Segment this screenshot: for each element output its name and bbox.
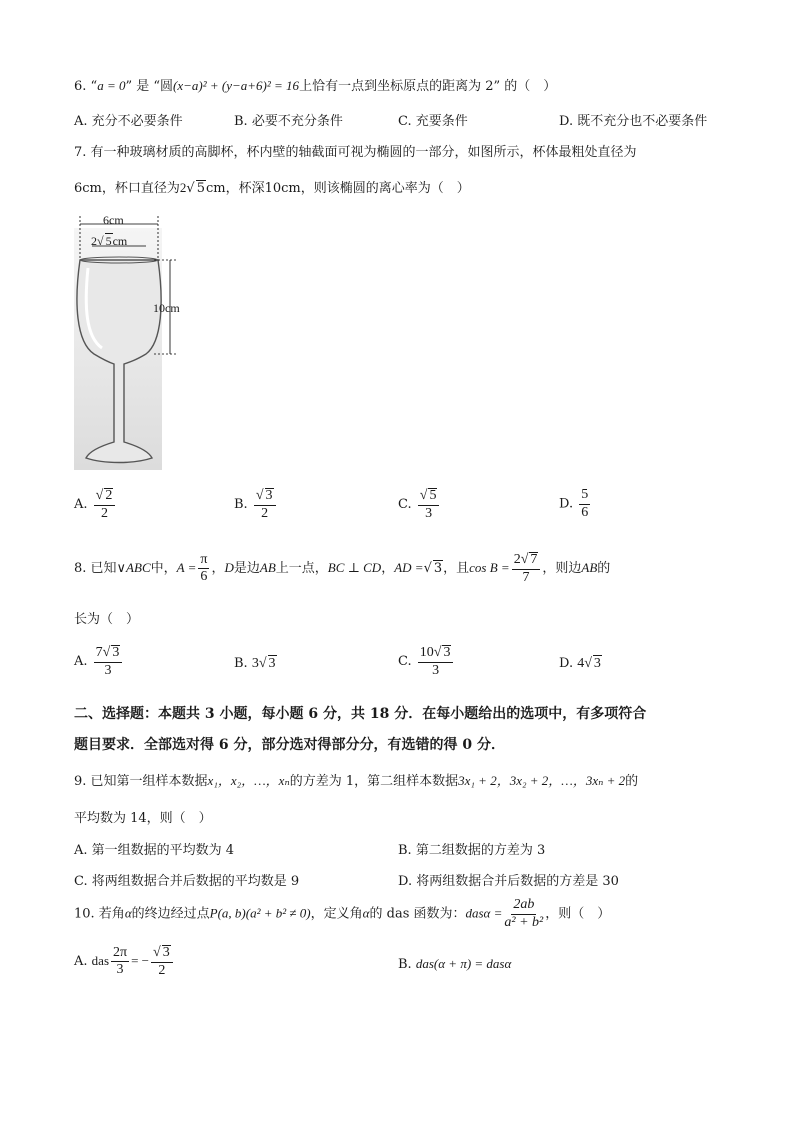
q8-text: 的 xyxy=(597,561,611,577)
frac-numerator-coef: 10 xyxy=(419,645,434,660)
q6-text-a: “ xyxy=(90,79,98,94)
option-text: 将两组数据合并后数据的平均数是 9 xyxy=(91,874,300,889)
q7-option-c[interactable] xyxy=(398,488,441,521)
frac-denominator: 2 xyxy=(158,962,166,978)
fig-label-width: 6cm xyxy=(103,213,124,227)
q7-option-d[interactable] xyxy=(559,488,592,520)
sqrt-symbol: √ xyxy=(186,181,195,196)
q10-text: 的 das 函数为： xyxy=(369,906,466,922)
q9-option-a[interactable] xyxy=(74,839,234,858)
coef: 4 xyxy=(577,656,585,671)
option-fraction xyxy=(579,488,590,520)
q7-option-b[interactable] xyxy=(234,488,278,521)
q8-pi-over-6 xyxy=(198,553,209,585)
option-text: 充要条件 xyxy=(415,114,468,129)
q9-option-b[interactable] xyxy=(398,839,545,858)
option-text: 充分不必要条件 xyxy=(91,114,183,129)
fig-mouth-unit: cm xyxy=(112,234,128,248)
q7-option-a[interactable] xyxy=(74,488,117,521)
q7-stem-line2 xyxy=(74,177,470,196)
q8-text: ，则边 xyxy=(542,561,582,577)
frac-numerator-radicand: 3 xyxy=(443,645,451,660)
frac-numerator-radicand: 3 xyxy=(162,945,170,960)
frac-numerator: 2 xyxy=(105,488,113,503)
option-fraction: $\frac{√ 5}{3}$ xyxy=(418,488,440,521)
q9-stem-line2: 平均数为 14，则（ ） xyxy=(74,811,212,826)
frac-numerator: π xyxy=(198,553,209,570)
option-label: C. xyxy=(398,497,412,513)
wine-glass-drawing xyxy=(74,212,204,472)
frac-denominator: 3 xyxy=(432,662,440,678)
q9-second-sample: 3x₁ + 2，3x₂ + 2，…，3xₙ + 2 xyxy=(458,773,626,788)
q10-das-fraction xyxy=(504,898,543,930)
option-label: B. xyxy=(234,656,248,671)
option-text: 将两组数据合并后数据的方差是 30 xyxy=(416,874,619,889)
q8-cos-value: $\frac{2√ 7}{7}$ xyxy=(512,552,541,585)
fig-label-mouth xyxy=(91,233,127,249)
option-text: 必要不充分条件 xyxy=(251,114,343,129)
radicand: 3 xyxy=(593,656,601,671)
frac-denominator: 6 xyxy=(200,569,208,585)
option-value: 3√ 3 xyxy=(251,656,276,671)
q6-number: 6. xyxy=(74,79,87,94)
q10-stem xyxy=(74,898,610,930)
coef: 3 xyxy=(251,656,259,671)
equals-minus: = − xyxy=(131,953,150,969)
frac-denominator: a² + b² xyxy=(504,914,544,930)
q10-alpha: α xyxy=(362,905,370,921)
q7-coef: 2 xyxy=(179,180,187,195)
option-label: B. xyxy=(398,957,412,972)
option-label: A. xyxy=(74,654,88,670)
q6-circle-equation: (x−a)² + (y−a+6)² = 16 xyxy=(173,78,300,93)
q8-option-a[interactable] xyxy=(74,645,124,678)
q8-perp: BC ⊥ CD xyxy=(327,560,382,576)
q9-stem-line1 xyxy=(74,770,638,789)
section2-heading-line2: 题目要求．全部选对得 6 分，部分选对得部分分，有选错的得 0 分． xyxy=(74,737,505,753)
q8-stem-line1: 8. 已知∨ABC中，A = $\frac{\pi}{6}$ ，D是边AB上一点，BC ⊥ CD，AD =√ 3，且cos B = $\frac{2√ 7}{7}$ ，则边AB的 xyxy=(74,551,611,585)
option-label: C. xyxy=(398,114,412,129)
frac-denominator: 3 xyxy=(425,505,433,521)
q10-text: ，定义角 xyxy=(310,906,363,922)
q6-condition: a = 0 xyxy=(97,78,126,93)
q9-text: 的方差为 1，第二组样本数据 xyxy=(289,774,459,789)
q8-cos: cos B = xyxy=(469,560,510,576)
option-fraction: $\frac{10√ 3}{3}$ xyxy=(418,645,454,678)
frac-denominator: 6 xyxy=(581,504,589,520)
q6-text-c: 上恰有一点到坐标原点的距离为 2” 的（ ） xyxy=(299,79,557,94)
option-label: D. xyxy=(559,496,574,512)
option-label: D. xyxy=(559,656,574,671)
fig-mouth-radicand: 5 xyxy=(105,234,112,248)
q6-option-b[interactable] xyxy=(234,110,343,129)
frac-denominator: 7 xyxy=(522,569,530,585)
q7-text-a: 6cm，杯口直径为 xyxy=(74,181,180,196)
q10-alpha: α xyxy=(124,905,132,921)
option-label: C. xyxy=(398,654,412,670)
q8-text: 中， xyxy=(150,561,177,577)
option-label: A. xyxy=(74,954,88,970)
q9-text: 9. 已知第一组样本数据 xyxy=(74,774,208,789)
q7-stem-line1: 7. 有一种玻璃材质的高脚杯，杯内壁的轴截面可视为椭圆的一部分，如图所示，杯体最粗处直径为 xyxy=(74,145,637,160)
frac-denominator: 2 xyxy=(261,505,269,521)
q10-text: 的终边经过点 xyxy=(131,906,210,922)
q9-option-c[interactable] xyxy=(74,870,299,889)
q8-ad-radicand: 3 xyxy=(433,561,443,577)
frac-numerator: 3 xyxy=(265,488,273,503)
option-label: A. xyxy=(74,497,88,513)
q8-text: ， xyxy=(381,561,395,577)
q8-text: 上一点， xyxy=(275,561,328,577)
das-fn: das xyxy=(91,953,110,969)
q8-text: ， xyxy=(211,561,225,577)
q8-text: 8. 已知 xyxy=(74,561,117,577)
frac-denominator: 3 xyxy=(116,962,124,978)
frac-numerator: 5 xyxy=(579,488,590,505)
frac-numerator-coef: 2 xyxy=(513,552,521,567)
frac-denominator: 2 xyxy=(101,505,109,521)
option-label: A. xyxy=(74,114,88,129)
q7-radicand: 5 xyxy=(196,181,205,196)
q8-option-d[interactable] xyxy=(559,655,602,672)
option-label: B. xyxy=(234,497,248,513)
option-text: das(α + π) = dasα xyxy=(415,956,512,971)
option-text: 第二组数据的方差为 3 xyxy=(415,843,546,858)
frac-numerator-radicand: 3 xyxy=(112,645,120,660)
option-label: D. xyxy=(398,874,413,889)
q10-condition: (a² + b² ≠ 0) xyxy=(245,905,311,921)
option-value-fraction: $\frac{√ 3}{2}$ xyxy=(151,945,173,978)
q6-option-a[interactable] xyxy=(74,110,183,129)
q6-option-c[interactable] xyxy=(398,110,468,129)
q9-option-d[interactable] xyxy=(398,870,619,889)
q9-first-sample: x₁，x₂，…，xₙ xyxy=(207,773,290,788)
q10-point: P(a, b) xyxy=(209,905,246,921)
q8-option-b[interactable] xyxy=(234,655,277,672)
frac-numerator: 5 xyxy=(429,488,437,503)
q8-text: ，且 xyxy=(443,561,470,577)
option-arg-fraction xyxy=(111,946,129,978)
fig-label-depth: 10cm xyxy=(153,301,180,315)
option-label: C. xyxy=(74,874,88,889)
q10-option-b[interactable] xyxy=(398,956,511,972)
q6-stem xyxy=(74,75,556,94)
section2-heading-line1: 二、选择题：本题共 3 小题，每小题 6 分，共 18 分．在每小题给出的选项中，有多项符合 xyxy=(74,706,647,722)
option-value: 4√ 3 xyxy=(577,656,601,671)
q8-segment: AB xyxy=(581,560,598,576)
option-text: 第一组数据的平均数为 4 xyxy=(91,843,235,858)
q8-text: 是边 xyxy=(233,561,260,577)
radicand: 3 xyxy=(268,656,276,671)
option-fraction: $\frac{√ 3}{2}$ xyxy=(254,488,276,521)
q6-text-b: ” 是 “圆 xyxy=(125,79,174,94)
frac-numerator-coef: 7 xyxy=(95,645,103,660)
fig-mouth-coef: 2 xyxy=(91,234,97,248)
frac-denominator: 3 xyxy=(104,662,112,678)
option-fraction: $\frac{√ 2}{2}$ xyxy=(94,488,116,521)
sqrt-symbol: √ xyxy=(97,234,104,248)
option-label: B. xyxy=(234,114,248,129)
q10-text: ，则（ ） xyxy=(545,906,611,922)
q8-ad: AD = xyxy=(394,560,424,576)
q10-das-def: dasα = xyxy=(465,905,503,921)
q8-stem-line2: 长为（ ） xyxy=(74,612,140,627)
q6-option-d[interactable] xyxy=(559,110,707,129)
q10-option-a[interactable] xyxy=(74,945,175,978)
q10-text: 10. 若角 xyxy=(74,906,125,922)
q8-segment: AB xyxy=(259,560,276,576)
q9-text: 的 xyxy=(625,774,639,789)
q7-text-d: cm，杯深10cm，则该椭圆的离心率为（ ） xyxy=(205,181,470,196)
frac-numerator-radicand: 7 xyxy=(530,552,538,567)
q8-angle-a: A = xyxy=(176,560,197,576)
option-text: 既不充分也不必要条件 xyxy=(577,114,708,129)
option-label: D. xyxy=(559,114,574,129)
q8-triangle: ∨ABC xyxy=(116,560,151,576)
q8-option-c[interactable] xyxy=(398,645,455,678)
frac-numerator: 2ab xyxy=(511,898,536,915)
option-label: A. xyxy=(74,843,88,858)
q8-point-d: D xyxy=(224,560,234,576)
option-label: B. xyxy=(398,843,412,858)
option-fraction: $\frac{7√ 3}{3}$ xyxy=(94,645,123,678)
frac-numerator: 2π xyxy=(111,946,129,963)
glass-outline xyxy=(77,260,161,463)
